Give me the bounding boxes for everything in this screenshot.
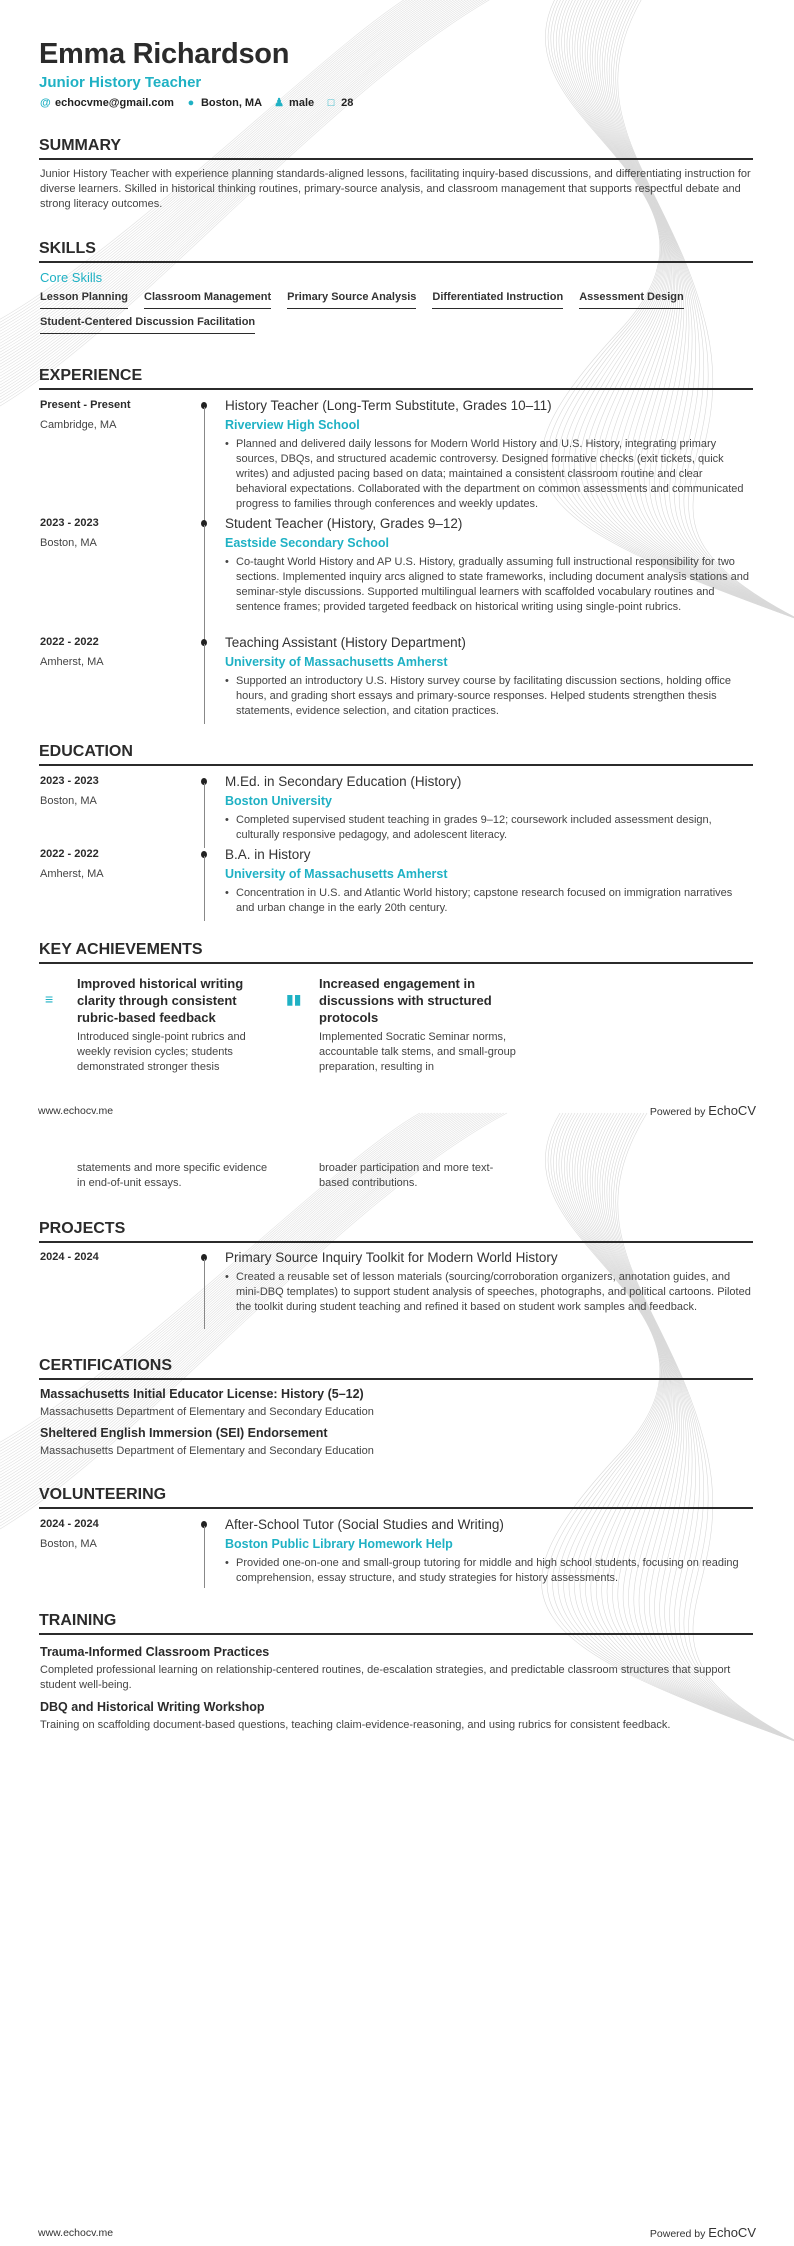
- wave-line: [556, 1113, 794, 1743]
- skill-tag: Differentiated Instruction: [432, 291, 563, 309]
- entry-location: Boston, MA: [40, 537, 97, 549]
- achievement-title: Improved historical writing clarity through consistent rubric-based feedback: [77, 976, 244, 1025]
- wave-line: [580, 1113, 794, 1743]
- entry-bullet: • Completed supervised student teaching in grades 9–12; coursework included assessment design, culturally responsive pedagogy, and adolescent literacy.: [225, 813, 753, 843]
- certification-issuer: Massachusetts Department of Elementary and Secondary Education: [40, 1445, 374, 1457]
- entry-date: 2024 - 2024: [40, 1518, 99, 1530]
- section-heading-achievements: KEY ACHIEVEMENTS: [39, 941, 753, 964]
- timeline-line: [204, 1526, 205, 1588]
- certification-title: Sheltered English Immersion (SEI) Endorsement: [40, 1426, 328, 1440]
- training-description: Training on scaffolding document-based questions, teaching claim-evidence-reasoning, and using rubrics for consistent feedback.: [40, 1719, 671, 1731]
- skill-tag: Primary Source Analysis: [287, 291, 416, 309]
- wave-line: [614, 1113, 794, 1743]
- entry-title: B.A. in History: [225, 847, 311, 862]
- footer-powered-by: [650, 1103, 756, 1118]
- section-heading-experience: EXPERIENCE: [39, 367, 753, 390]
- entry-date: 2022 - 2022: [40, 636, 99, 648]
- training-title: DBQ and Historical Writing Workshop: [40, 1700, 265, 1714]
- timeline-line: [204, 856, 205, 921]
- wave-line: [593, 1113, 794, 1743]
- entry-date: 2023 - 2023: [40, 517, 99, 529]
- age: 28: [341, 96, 354, 109]
- certification-issuer: Massachusetts Department of Elementary and Secondary Education: [40, 1406, 374, 1418]
- summary-text: Junior History Teacher with experience planning standards-aligned lessons, facilitating inquiry-based discussions, and differentiating instruction for diverse learners. Skilled in historical thinking routines, primary-source analysis, and classroom management that supports respectful debate and strong literacy outcomes.: [40, 168, 751, 210]
- person-icon: ♟: [274, 97, 284, 109]
- entry-date: Present - Present: [40, 399, 131, 411]
- section-heading-training: TRAINING: [39, 1612, 753, 1635]
- wave-line: [616, 1113, 794, 1743]
- job-title: Junior History Teacher: [39, 74, 202, 91]
- wave-line: [607, 1113, 794, 1743]
- wave-line: [562, 1113, 794, 1743]
- wave-line: [542, 1113, 794, 1743]
- wave-line: [605, 1113, 794, 1743]
- achievement-description-continued: broader participation and more text-based contributions.: [319, 1162, 494, 1189]
- entry-organization: Riverview High School: [225, 418, 360, 432]
- section-heading-summary: SUMMARY: [39, 137, 753, 160]
- location: Boston, MA: [200, 96, 263, 109]
- training-title: Trauma-Informed Classroom Practices: [40, 1645, 270, 1659]
- wave-line: [597, 1113, 794, 1743]
- skill-tag: Student-Centered Discussion Facilitation: [40, 316, 255, 334]
- skills-list: [40, 291, 754, 334]
- entry-title: Teaching Assistant (History Department): [225, 635, 466, 650]
- powered-by-label: Powered by: [649, 1106, 706, 1118]
- entry-location: Amherst, MA: [40, 656, 104, 668]
- wave-line: [585, 1113, 794, 1743]
- entry-title: Primary Source Inquiry Toolkit for Modern World History: [225, 1250, 558, 1265]
- entry-title: History Teacher (Long-Term Substitute, Grades 10–11): [225, 398, 552, 413]
- entry-date: 2022 - 2022: [40, 848, 99, 860]
- entry-title: M.Ed. in Secondary Education (History): [225, 774, 462, 789]
- section-heading-certifications: CERTIFICATIONS: [39, 1357, 753, 1380]
- achievement-description: Introduced single-point rubrics and weekly revision cycles; students demonstrated stronger thesis: [77, 1031, 246, 1073]
- section-heading-volunteering: VOLUNTEERING: [39, 1486, 753, 1509]
- wave-line: [609, 1113, 794, 1743]
- training-description: Completed professional learning on relationship-centered routines, de-escalation strategies, and predictable classroom structures that support student well-being.: [40, 1664, 731, 1691]
- entry-bullet: • Co-taught World History and AP U.S. History, gradually assuming full instructional responsibility for two sections. Implemented inquiry arcs aligned to state frameworks, including document analysis stations and seminar-style discussions. Supported multilingual learners with scaffolded vocabulary routines and sentence frames; provided targeted feedback on historical writing using single-point rubrics.: [225, 555, 753, 615]
- open-book-icon: ▮▮: [286, 991, 302, 1007]
- entry-location: Boston, MA: [40, 1538, 97, 1550]
- wave-line: [567, 1113, 794, 1743]
- timeline-line: [204, 783, 205, 848]
- achievement-title: Increased engagement in discussions with structured protocols: [319, 976, 492, 1025]
- skill-group-label: Core Skills: [40, 270, 103, 285]
- entry-bullet: • Concentration in U.S. and Atlantic World history; capstone research focused on immigration narratives and urban change in the early 20th century.: [225, 886, 753, 916]
- timeline-line: [204, 1259, 205, 1329]
- certification-title: Massachusetts Initial Educator License: History (5–12): [40, 1387, 364, 1401]
- entry-location: Cambridge, MA: [40, 419, 117, 431]
- achievement-description-continued: statements and more specific evidence in end-of-unit essays.: [77, 1162, 268, 1189]
- entry-organization: University of Massachusetts Amherst: [225, 655, 448, 669]
- section-heading-education: EDUCATION: [39, 743, 753, 766]
- entry-date: 2023 - 2023: [40, 775, 99, 787]
- brand-logo: EchoCV: [708, 2225, 756, 2240]
- entry-title: Student Teacher (History, Grades 9–12): [225, 516, 463, 531]
- email[interactable]: echocvme@gmail.com: [55, 96, 174, 109]
- timeline-line: [204, 644, 205, 724]
- entry-bullet: • Created a reusable set of lesson materials (sourcing/corroboration organizers, annotation guides, and mini-DBQ templates) to support student analysis of speeches, photographs, and political cartoons. Piloted the toolkit during student teaching and refined it based on student work samples and feedback.: [225, 1270, 753, 1315]
- wave-line: [551, 1113, 794, 1743]
- section-heading-projects: PROJECTS: [39, 1220, 753, 1243]
- footer-site[interactable]: www.echocv.me: [38, 2227, 114, 2239]
- entry-organization: Boston University: [225, 794, 332, 808]
- footer-powered-by: [650, 2225, 756, 2240]
- entry-organization: Boston Public Library Homework Help: [225, 1537, 453, 1551]
- wave-line: [559, 1113, 794, 1743]
- wave-line: [577, 1113, 794, 1743]
- section-heading-skills: SKILLS: [39, 240, 753, 263]
- entry-date: 2024 - 2024: [40, 1251, 99, 1263]
- entry-organization: University of Massachusetts Amherst: [225, 867, 448, 881]
- wave-line: [583, 1113, 794, 1743]
- achievement-description: Implemented Socratic Seminar norms, accountable talk stems, and small-group preparation, resulting in: [319, 1031, 516, 1073]
- candidate-name: Emma Richardson: [39, 38, 290, 70]
- wave-line: [547, 1113, 794, 1743]
- skill-tag: Classroom Management: [144, 291, 271, 309]
- calendar-icon: □: [327, 96, 335, 109]
- wave-line: [602, 1113, 794, 1743]
- entry-title: After-School Tutor (Social Studies and Writing): [225, 1517, 504, 1532]
- wave-line: [572, 1113, 794, 1743]
- wave-line: [618, 1113, 794, 1743]
- skill-tag: Lesson Planning: [40, 291, 128, 309]
- wave-line: [564, 1113, 794, 1743]
- entry-bullet: • Supported an introductory U.S. History survey course by facilitating discussion sections, holding office hours, and grading short essays and primary-source responses. Helped students strengthen thesis statements, evidence selection, and citation practices.: [225, 674, 753, 719]
- skill-tag: Assessment Design: [579, 291, 684, 309]
- at-icon: @: [40, 96, 51, 109]
- wave-line: [570, 1113, 794, 1743]
- wave-line: [600, 1113, 794, 1743]
- wave-line: [595, 1113, 794, 1743]
- entry-bullet: • Provided one-on-one and small-group tutoring for middle and high school students, focusing on reading comprehension, essay structure, and study strategies for history assessments.: [225, 1556, 753, 1586]
- wave-line: [611, 1113, 794, 1743]
- location-pin-icon: ●: [187, 96, 195, 109]
- gender: male: [289, 96, 315, 109]
- wave-line: [590, 1113, 794, 1743]
- entry-location: Amherst, MA: [40, 868, 104, 880]
- wave-line: [554, 1113, 794, 1743]
- contact-bar: [40, 96, 365, 109]
- footer-site[interactable]: www.echocv.me: [38, 1105, 114, 1117]
- entry-organization: Eastside Secondary School: [225, 536, 389, 550]
- powered-by-label: Powered by: [649, 2228, 706, 2240]
- wave-line: [588, 1113, 794, 1743]
- list-lines-icon: ≡: [45, 991, 54, 1007]
- entry-bullet: • Planned and delivered daily lessons for Modern World History and U.S. History, integrating primary sources, DBQs, and structured academic controversy. Designed formative checks (exit tickets, quick writes) and adjusted pacing based on data; maintained a consistent classroom routine and clear behavioral expectations. Collaborated with the department on common assessments and communicated progress to families through conferences and weekly updates.: [225, 437, 753, 512]
- entry-location: Boston, MA: [40, 795, 97, 807]
- brand-logo: EchoCV: [708, 1103, 756, 1118]
- wave-line: [575, 1113, 794, 1743]
